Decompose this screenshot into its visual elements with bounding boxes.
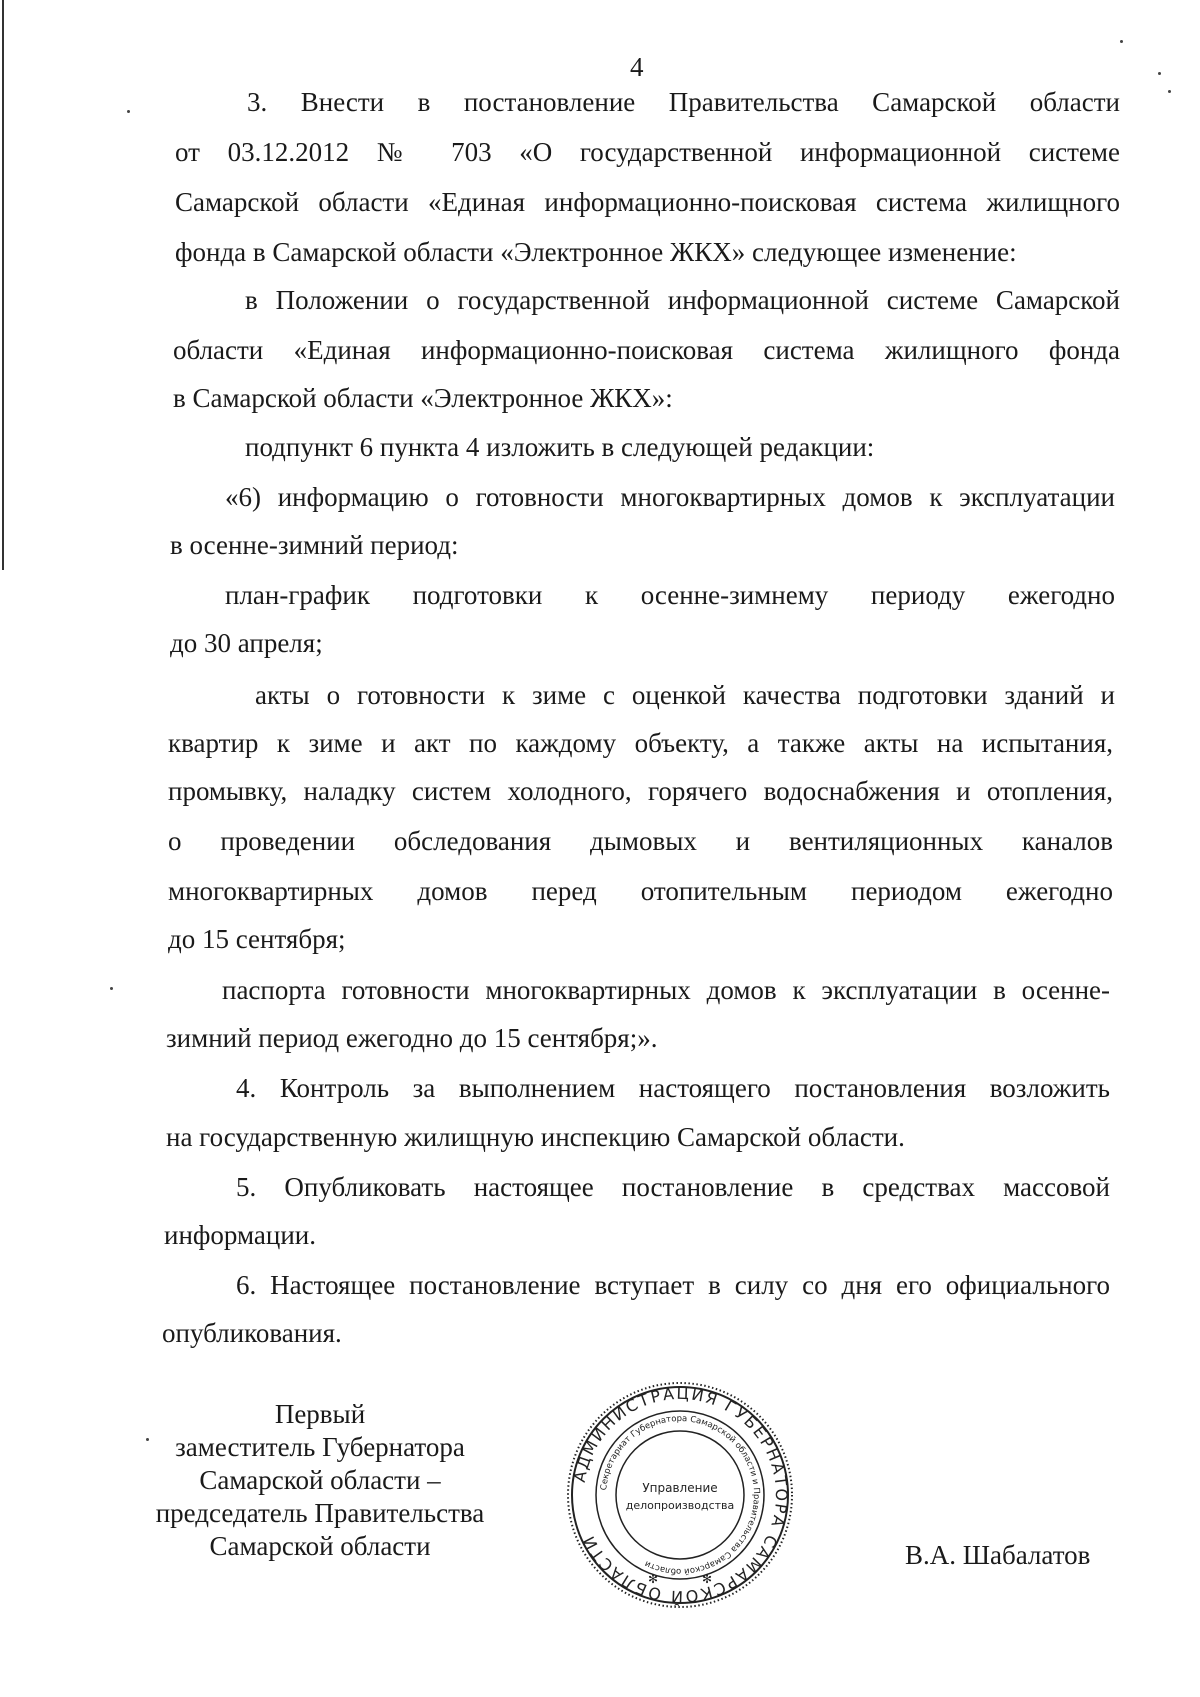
page-number: 4 (630, 52, 644, 82)
svg-text:Секретариат Губернатора Самарс (599, 1414, 761, 1576)
paragraph-line: план-график подготовки к осенне-зимнему периоду ежегодно (225, 580, 1115, 610)
signature-position-line: заместитель Губернатора (175, 1432, 465, 1462)
signer-name: В.А. Шабалатов (905, 1540, 1091, 1570)
paragraph-line: информации. (164, 1220, 316, 1250)
paragraph-line: до 30 апреля; (170, 628, 323, 658)
paragraph-line: 6. Настоящее постановление вступает в силу со дня его официального (236, 1270, 1110, 1300)
scan-speck (1120, 40, 1123, 43)
paragraph-line: 3. Внести в постановление Правительства Самарской области (247, 87, 1120, 117)
paragraph-line: «6) информацию о готовности многоквартирных домов к эксплуатации (225, 482, 1115, 512)
signature-position-line: Самарской области – (199, 1465, 441, 1495)
paragraph-line: о проведении обследования дымовых и вентиляционных каналов (168, 826, 1113, 856)
signature-position-line: Первый (274, 1399, 366, 1429)
paragraph-line: в осенне-зимний период: (170, 530, 459, 560)
paragraph-line: зимний период ежегодно до 15 сентября;». (166, 1023, 658, 1053)
paragraph-line: от 03.12.2012 № 703 «О государственной информационной системе (175, 137, 1120, 167)
signature-position-line: председатель Правительства (155, 1498, 485, 1528)
paragraph-line: подпункт 6 пункта 4 изложить в следующей редакции: (245, 432, 875, 462)
paragraph-line: в Положении о государственной информационной системе Самарской (245, 285, 1120, 315)
stamp-outer-text: АДМИНИСТРАЦИЯ ГУБЕРНАТОРА САМАРСКОЙ ОБЛАСТИ (569, 1383, 792, 1607)
stamp-center-text: Управление (642, 1481, 718, 1495)
paragraph-line: паспорта готовности многоквартирных домов к эксплуатации в осенне- (222, 975, 1110, 1005)
scan-edge-line (2, 0, 4, 570)
stamp-star-icon: ✻ (648, 1572, 659, 1586)
paragraph-line: акты о готовности к зиме с оценкой качества подготовки зданий и (255, 680, 1115, 710)
paragraph-line: 4. Контроль за выполнением настоящего постановления возложить (236, 1073, 1110, 1103)
paragraph-line: до 15 сентября; (168, 924, 346, 954)
official-stamp (565, 1380, 795, 1610)
signature-position-line: Самарской области (209, 1531, 431, 1561)
scan-speck (1168, 90, 1171, 93)
paragraph-line: области «Единая информационно-поисковая система жилищного фонда (173, 335, 1120, 365)
stamp-center-text: делопроизводства (625, 1499, 735, 1512)
stamp-star-icon: ✻ (702, 1572, 713, 1586)
paragraph-line: промывку, наладку систем холодного, горячего водоснабжения и отопления, (168, 776, 1113, 806)
paragraph-line: опубликования. (162, 1318, 342, 1348)
paragraph-line: на государственную жилищную инспекцию Самарской области. (166, 1122, 905, 1152)
paragraph-line: многоквартирных домов перед отопительным периодом ежегодно (168, 876, 1113, 906)
scan-speck (127, 110, 130, 113)
paragraph-line: квартир к зиме и акт по каждому объекту, а также акты на испытания, (168, 728, 1113, 758)
scan-speck (110, 987, 113, 990)
paragraph-line: фонда в Самарской области «Электронное ЖКХ» следующее изменение: (175, 237, 1017, 267)
signature-position-block (140, 1398, 500, 1563)
stamp-inner-text: Секретариат Губернатора Самарской области и Правительства Самарской области (599, 1413, 762, 1577)
scan-speck (1158, 72, 1161, 75)
paragraph-line: в Самарской области «Электронное ЖКХ»: (173, 383, 673, 413)
paragraph-line: 5. Опубликовать настоящее постановление в средствах массовой (236, 1172, 1110, 1202)
paragraph-line: Самарской области «Единая информационно-поисковая система жилищного (175, 187, 1120, 217)
